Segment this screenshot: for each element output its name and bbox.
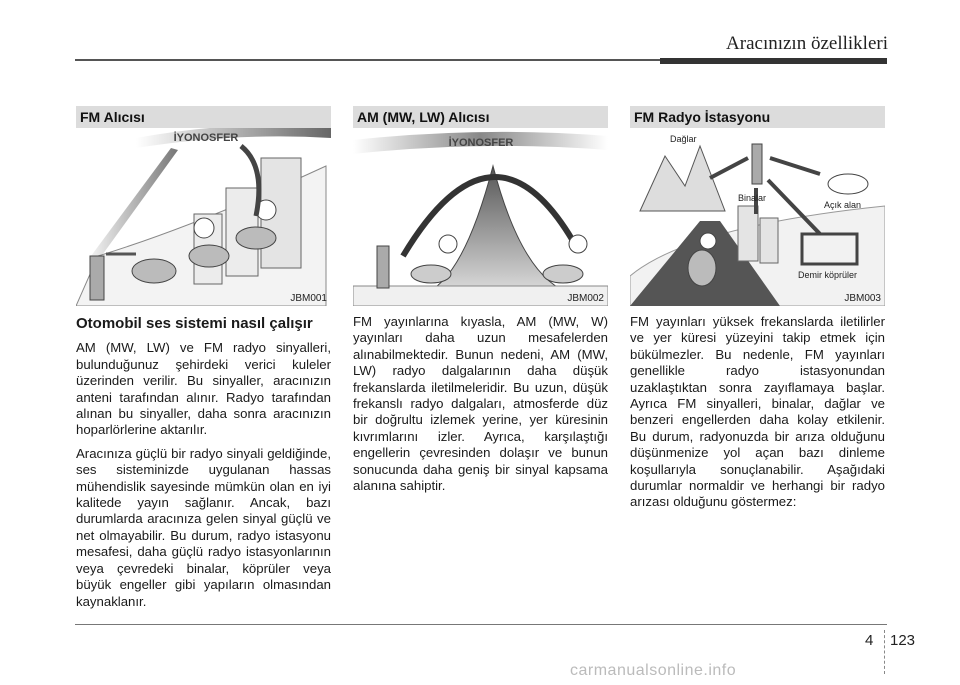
music-bubble-icon: [194, 218, 214, 238]
header-bar: [660, 58, 887, 64]
paragraph: AM (MW, LW) ve FM radyo sinyalleri, bulunduğunuz şehirdeki verici kuleler üzerinden verilir. Bu sinyaller, aracınızın anteni tarafından alınır. Radyo tarafından alınan bu sinyaller, daha sonra aracınızın hoparlörlerine aktarılır.: [76, 340, 331, 438]
paragraph: FM yayınları yüksek frekanslarda iletilirler ve yer küresi yüzeyini takip etmek için bükülmezler. Bu nedenle, FM yayınları genellikle radyo istasyonundan uzaklaştıktan sonra zayıflamaya başlar. Ayrıca FM sinyalleri, binalar, dağlar ve benzeri engellerden daha kolay etkilenir. Bu durum, radyonuzda bir arıza olduğunu düşünmenize yol açan bazı dinleme koşullarıyla sonuçlanabilir. Aşağıdaki durumlar normaldir ve herhangi bir radyo arızası olduğunu göstermez:: [630, 314, 885, 510]
ionosphere-label: İYONOSFER: [448, 137, 514, 149]
car: [411, 265, 451, 283]
question-bubble-icon: [700, 233, 716, 249]
header-title: Aracınızın özellikleri: [726, 33, 888, 54]
building: [760, 218, 778, 263]
fm-station-illustration: [630, 106, 885, 306]
car: [828, 174, 868, 194]
radio-tower: [90, 256, 104, 300]
car: [543, 265, 583, 283]
figure-title: FM Radyo İstasyonu: [630, 106, 885, 128]
label-buildings: Binalar: [738, 193, 767, 203]
section-heading: Otomobil ses sistemi nasıl çalışır: [76, 315, 313, 332]
figure-id: JBM003: [844, 293, 881, 304]
am-receiver-illustration: [353, 106, 608, 306]
signal-arrow: [770, 158, 820, 174]
car: [189, 245, 229, 267]
building: [738, 206, 758, 261]
column-3: [630, 314, 885, 518]
column-1: [76, 316, 331, 617]
paragraph: Aracınıza güçlü bir radyo sinyali geldiğinde, ses sisteminizde uygulanan hassas mühendislik sayesinde mümkün olan en iyi kalitede yayın sağlanır. Ancak, bazı durumlarda aracınıza gelen sinyal güçlü ve net olmayabilir. Bu durum, radyo istasyonu mesafesi, daha güçlü radyo istasyonlarının veya çevredeki binalar, köprüler veya büyük engeller gibi yapıların olmasından kaynaklanır.: [76, 445, 331, 609]
radio-tower: [752, 144, 762, 184]
signal-arrow: [710, 158, 748, 178]
label-open-area: Açık alan: [824, 200, 862, 210]
radio-tower: [377, 246, 389, 288]
music-bubble-icon: [439, 235, 457, 253]
car: [688, 250, 716, 286]
figure-fm-station: [630, 106, 885, 306]
chapter-number: 4: [865, 632, 874, 649]
figure-title: FM Alıcısı: [76, 106, 331, 128]
car: [236, 227, 276, 249]
footer-rule: [75, 624, 887, 625]
paragraph: FM yayınlarına kıyasla, AM (MW, W) yayınları daha uzun mesafelerden alınabilmektedir. Bunun nedeni, AM (MW, LW) radyo dalgalarının daha düşük frekanslarda iletilmeleridir. Bu uzun, düşük frekanslı radyo dalgaları, atmosferde düz bir doğrultu izlemek yerine, yer küresinin kıvrımlarını izler. Ayrıca, karşılaştığı engellerin çevresinden dolaşır ve bunun sonucunda daha geniş bir sinyal kapsama alanına sahiptir.: [353, 314, 608, 494]
music-bubble-icon: [569, 235, 587, 253]
figure-id: JBM002: [567, 293, 604, 304]
figure-am-receiver: [353, 106, 608, 306]
label-iron-bridges: Demir köprüler: [798, 270, 858, 280]
ionosphere-label: İYONOSFER: [173, 132, 239, 144]
figure-id: JBM001: [290, 293, 327, 304]
figure-title: AM (MW, LW) Alıcısı: [353, 106, 608, 128]
figure-fm-receiver: [76, 106, 331, 306]
column-2: [353, 314, 608, 501]
page-separator: [884, 630, 885, 674]
watermark: carmanualsonline.info: [570, 662, 737, 679]
car: [132, 259, 176, 283]
label-mountains: Dağlar: [670, 134, 697, 144]
fm-receiver-illustration: [76, 106, 331, 306]
page-number: 123: [890, 632, 916, 649]
